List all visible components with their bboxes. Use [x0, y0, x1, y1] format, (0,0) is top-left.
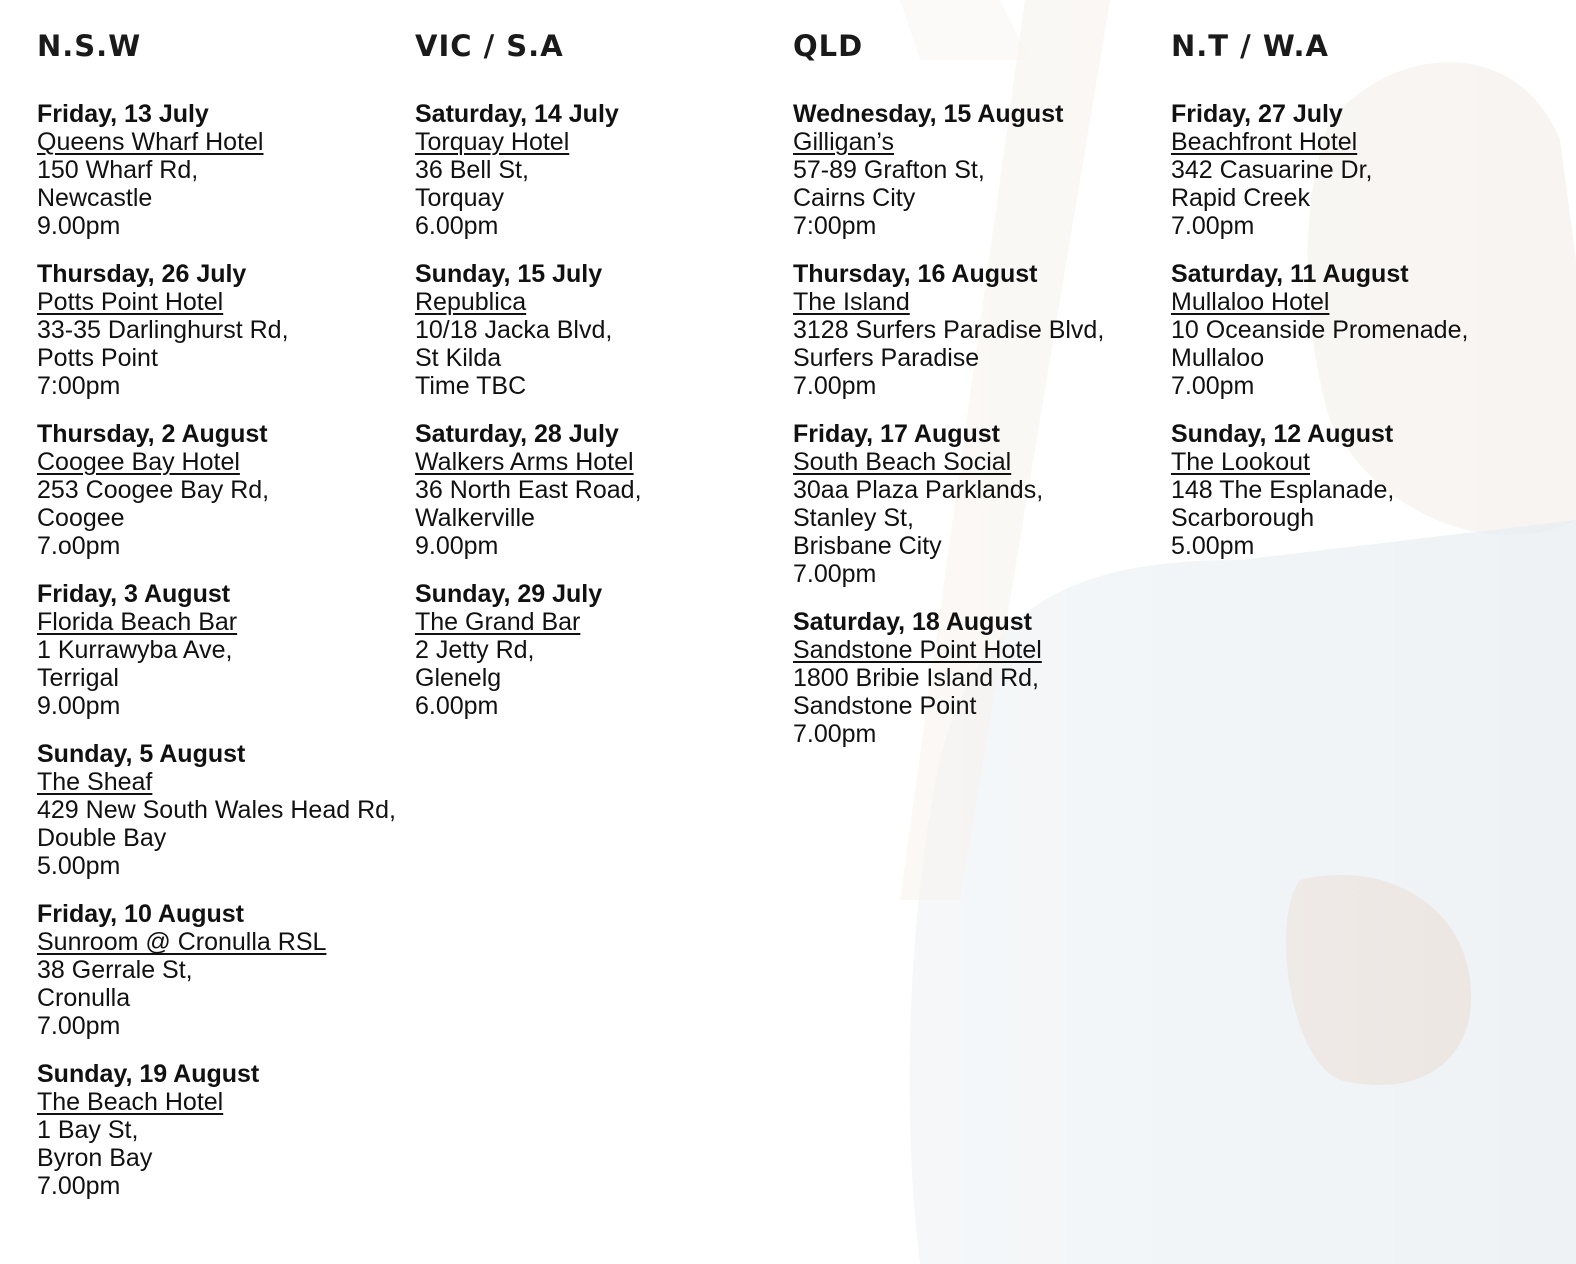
event-listing [37, 420, 417, 560]
address-line: Stanley St, [793, 504, 914, 532]
address-line: Potts Point [37, 344, 158, 372]
address-line: Torquay [415, 184, 504, 212]
event-time: 6.00pm [415, 212, 499, 240]
venue-link[interactable]: Queens Wharf Hotel [37, 128, 264, 156]
event-listing [415, 260, 795, 400]
venue-link[interactable]: Walkers Arms Hotel [415, 448, 634, 476]
event-time: 7.o0pm [37, 532, 121, 560]
address-line: Walkerville [415, 504, 535, 532]
address-line: 36 Bell St, [415, 156, 529, 184]
event-date: Sunday, 29 July [415, 580, 603, 608]
venue-link[interactable]: Sandstone Point Hotel [793, 636, 1042, 664]
region-title: N.T / W.A [1171, 29, 1329, 63]
address-line: Rapid Creek [1171, 184, 1310, 212]
event-date: Thursday, 26 July [37, 260, 247, 288]
address-line: 1800 Bribie Island Rd, [793, 664, 1039, 692]
event-time: 5.00pm [37, 852, 121, 880]
address-line: Coogee [37, 504, 125, 532]
event-time: 7.00pm [793, 560, 877, 588]
event-date: Sunday, 12 August [1171, 420, 1394, 448]
venue-link[interactable]: South Beach Social [793, 448, 1012, 476]
address-line: 3128 Surfers Paradise Blvd, [793, 316, 1105, 344]
event-listing [37, 1060, 417, 1200]
address-line: Mullaloo [1171, 344, 1265, 372]
venue-link[interactable]: The Lookout [1171, 448, 1310, 476]
event-listing [793, 420, 1173, 588]
venue-link[interactable]: Potts Point Hotel [37, 288, 224, 316]
event-listing [1171, 260, 1551, 400]
event-listing [793, 100, 1173, 240]
address-line: 57-89 Grafton St, [793, 156, 985, 184]
venue-link[interactable]: Torquay Hotel [415, 128, 570, 156]
event-time: 9.00pm [415, 532, 499, 560]
event-date: Sunday, 19 August [37, 1060, 260, 1088]
address-line: 10/18 Jacka Blvd, [415, 316, 613, 344]
address-line: Glenelg [415, 664, 502, 692]
event-date: Wednesday, 15 August [793, 100, 1064, 128]
region-column [37, 26, 417, 1220]
address-line: 38 Gerrale St, [37, 956, 193, 984]
event-time: 7.00pm [37, 1172, 121, 1200]
event-listing [793, 608, 1173, 748]
address-line: 36 North East Road, [415, 476, 642, 504]
event-time: 7.00pm [793, 372, 877, 400]
address-line: 10 Oceanside Promenade, [1171, 316, 1469, 344]
address-line: Cronulla [37, 984, 131, 1012]
venue-link[interactable]: The Beach Hotel [37, 1088, 224, 1116]
venue-link[interactable]: Gilligan’s [793, 128, 894, 156]
region-column [415, 26, 795, 740]
event-time: 9.00pm [37, 212, 121, 240]
address-line: Sandstone Point [793, 692, 977, 720]
event-time: 5.00pm [1171, 532, 1255, 560]
event-time: 7.00pm [1171, 372, 1255, 400]
region-column [1171, 26, 1551, 580]
event-listing [415, 100, 795, 240]
event-time: 6.00pm [415, 692, 499, 720]
address-line: St Kilda [415, 344, 502, 372]
event-date: Thursday, 2 August [37, 420, 268, 448]
venue-link[interactable]: Coogee Bay Hotel [37, 448, 240, 476]
address-line: Cairns City [793, 184, 916, 212]
event-date: Friday, 3 August [37, 580, 231, 608]
region-title: N.S.W [37, 29, 142, 63]
event-listing [37, 740, 417, 880]
venue-link[interactable]: The Grand Bar [415, 608, 581, 636]
event-date: Sunday, 15 July [415, 260, 603, 288]
event-listing [37, 580, 417, 720]
event-time: Time TBC [415, 372, 527, 400]
event-time: 9.00pm [37, 692, 121, 720]
event-date: Friday, 13 July [37, 100, 209, 128]
venue-link[interactable]: Mullaloo Hotel [1171, 288, 1330, 316]
venue-link[interactable]: Sunroom @ Cronulla RSL [37, 928, 327, 956]
event-date: Saturday, 14 July [415, 100, 619, 128]
event-date: Saturday, 28 July [415, 420, 619, 448]
address-line: 429 New South Wales Head Rd, [37, 796, 396, 824]
region-title: QLD [793, 29, 864, 63]
event-date: Saturday, 11 August [1171, 260, 1409, 288]
address-line: Double Bay [37, 824, 167, 852]
event-date: Friday, 10 August [37, 900, 244, 928]
address-line: 150 Wharf Rd, [37, 156, 199, 184]
address-line: Terrigal [37, 664, 119, 692]
event-listing [415, 420, 795, 560]
address-line: 342 Casuarine Dr, [1171, 156, 1373, 184]
event-listing [37, 900, 417, 1040]
address-line: 1 Bay St, [37, 1116, 139, 1144]
region-column [793, 26, 1173, 768]
event-time: 7.00pm [1171, 212, 1255, 240]
region-title: VIC / S.A [415, 29, 564, 63]
address-line: 33-35 Darlinghurst Rd, [37, 316, 289, 344]
address-line: Brisbane City [793, 532, 942, 560]
venue-link[interactable]: Florida Beach Bar [37, 608, 238, 636]
event-listing [415, 580, 795, 720]
event-listing [37, 100, 417, 240]
event-listing [37, 260, 417, 400]
event-time: 7:00pm [37, 372, 121, 400]
address-line: 2 Jetty Rd, [415, 636, 535, 664]
event-date: Saturday, 18 August [793, 608, 1032, 636]
address-line: Newcastle [37, 184, 153, 212]
event-listing [793, 260, 1173, 400]
event-date: Sunday, 5 August [37, 740, 246, 768]
address-line: 1 Kurrawyba Ave, [37, 636, 233, 664]
address-line: 253 Coogee Bay Rd, [37, 476, 270, 504]
address-line: Byron Bay [37, 1144, 153, 1172]
address-line: Surfers Paradise [793, 344, 980, 372]
venue-link[interactable]: Republica [415, 288, 527, 316]
venue-link[interactable]: Beachfront Hotel [1171, 128, 1358, 156]
address-line: 30aa Plaza Parklands, [793, 476, 1044, 504]
event-time: 7:00pm [793, 212, 877, 240]
address-line: Scarborough [1171, 504, 1315, 532]
event-date: Thursday, 16 August [793, 260, 1038, 288]
event-date: Friday, 17 August [793, 420, 1000, 448]
event-listing [1171, 100, 1551, 240]
venue-link[interactable]: The Sheaf [37, 768, 153, 796]
event-time: 7.00pm [793, 720, 877, 748]
address-line: 148 The Esplanade, [1171, 476, 1395, 504]
event-time: 7.00pm [37, 1012, 121, 1040]
venue-link[interactable]: The Island [793, 288, 910, 316]
event-listing [1171, 420, 1551, 560]
event-date: Friday, 27 July [1171, 100, 1343, 128]
